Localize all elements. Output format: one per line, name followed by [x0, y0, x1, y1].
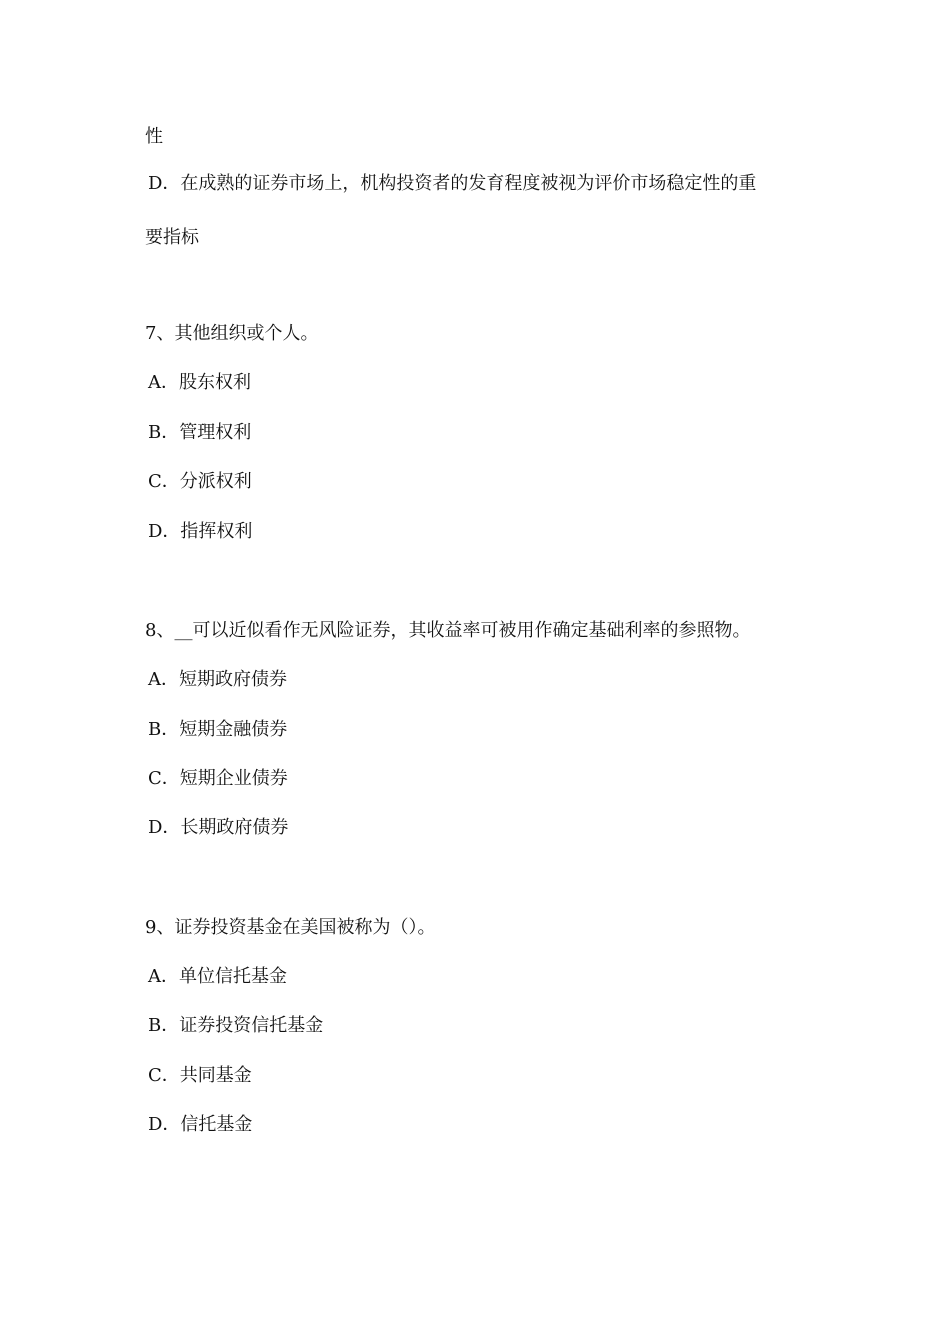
option-d: D．长期政府债券	[148, 817, 289, 838]
option-c: C．共同基金	[148, 1065, 252, 1086]
option-a: A．单位信托基金	[148, 966, 287, 987]
option-d: D．信托基金	[148, 1114, 253, 1135]
option-a: A．短期政府债券	[148, 669, 287, 690]
continuation-tail: 性	[145, 126, 163, 147]
option-b: B．短期金融债券	[148, 719, 288, 740]
option-d-prev-line1: D．在成熟的证券市场上，机构投资者的发育程度被视为评价市场稳定性的重	[148, 173, 757, 194]
question-stem: 8、__可以近似看作无风险证券，其收益率可被用作确定基础利率的参照物。	[145, 620, 751, 641]
question-stem: 9、证券投资基金在美国被称为（）。	[145, 917, 436, 938]
option-c: C．短期企业债券	[148, 768, 288, 789]
option-a: A．股东权利	[148, 372, 251, 393]
option-d: D．指挥权利	[148, 521, 253, 542]
question-stem: 7、其他组织或个人。	[145, 323, 319, 344]
option-b: B．证券投资信托基金	[148, 1015, 324, 1036]
option-b: B．管理权利	[148, 422, 252, 443]
option-d-prev-line2: 要指标	[145, 227, 199, 248]
option-c: C．分派权利	[148, 471, 252, 492]
